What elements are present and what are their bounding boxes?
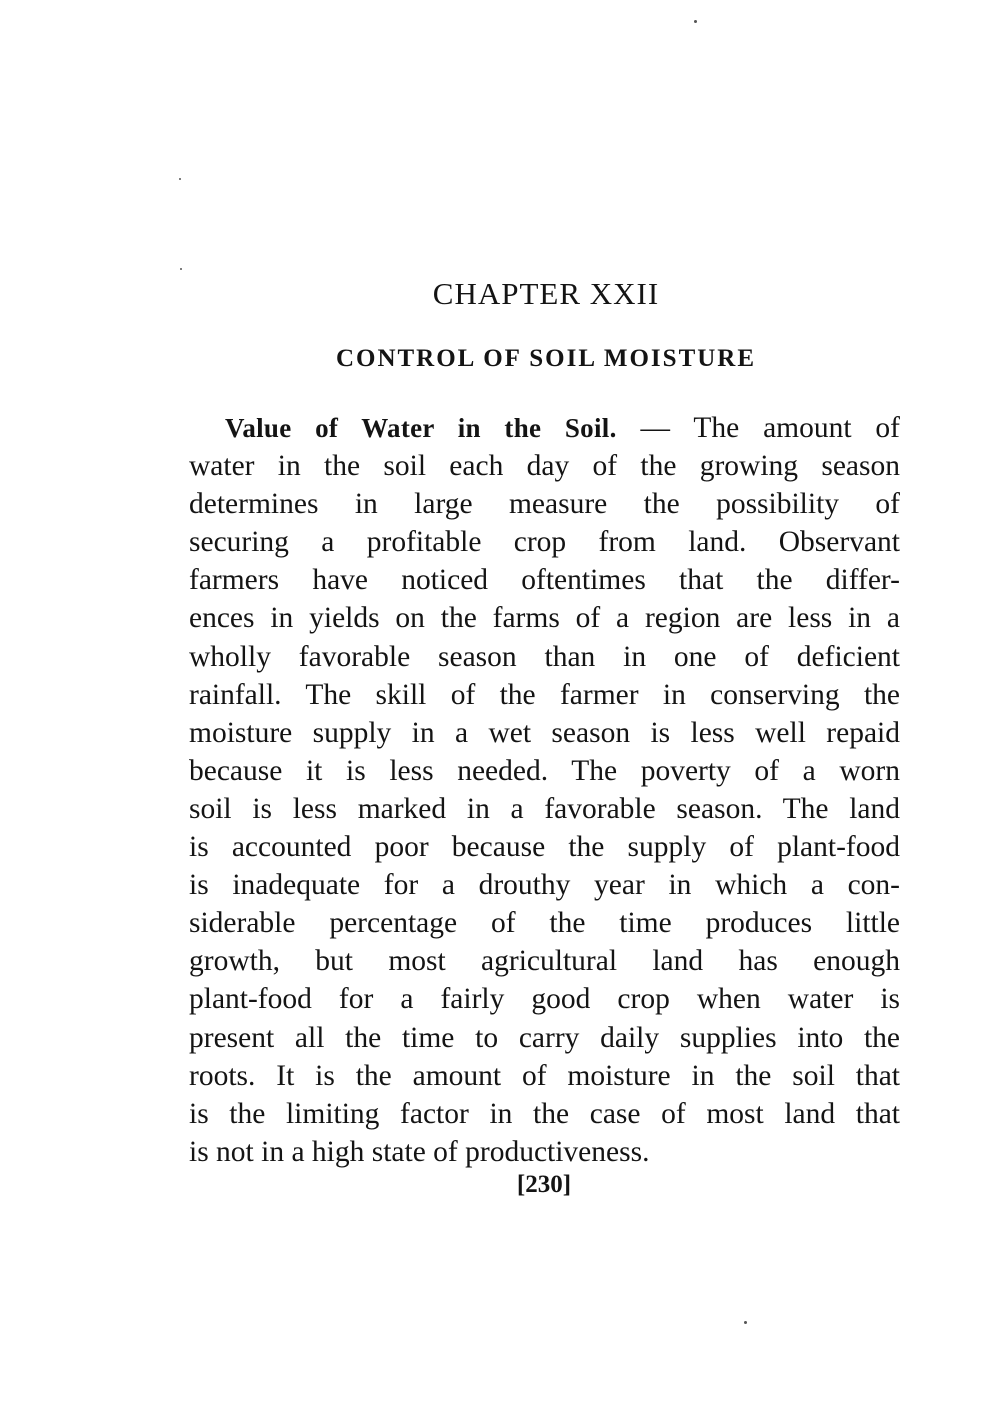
chapter-title: CHAPTER XXII — [432, 276, 660, 311]
section-title: CONTROL OF SOIL MOISTURE — [335, 345, 757, 372]
run-in-heading: Value of Water in the Soil. — [225, 413, 617, 443]
paragraph-line — [189, 409, 900, 447]
paragraph-line: is the limiting factor in the case of most land that — [189, 1097, 900, 1130]
paragraph-line: growth, but most agricultural land has enough — [189, 945, 900, 978]
paragraph-line: because it is less needed. The poverty of a worn — [189, 754, 900, 787]
paragraph-line-text: — The amount of — [616, 412, 901, 444]
paragraph-line: rainfall. The skill of the farmer in conserving the — [189, 678, 900, 711]
scan-speck — [694, 20, 697, 23]
paragraph-line: securing a profitable crop from land. Observant — [189, 526, 900, 559]
scan-speck — [180, 268, 182, 270]
paragraph-line: plant-food for a fairly good crop when water is — [189, 983, 900, 1016]
paragraph-line: moisture supply in a wet season is less well repaid — [189, 716, 900, 749]
paragraph-line: is accounted poor because the supply of plant-food — [189, 831, 900, 864]
paragraph-line: water in the soil each day of the growing season — [189, 450, 900, 483]
paragraph-line: determines in large measure the possibility of — [189, 488, 900, 521]
paragraph-line: soil is less marked in a favorable season. The land — [189, 792, 900, 825]
scan-speck — [744, 1321, 747, 1324]
paragraph-line: present all the time to carry daily supplies into the — [189, 1021, 900, 1054]
paragraph-line: is not in a high state of productiveness. — [189, 1135, 650, 1168]
paragraph-line: ences in yields on the farms of a region are less in a — [189, 602, 900, 635]
body-paragraph — [189, 409, 900, 1171]
paragraph-line: wholly favorable season than in one of deficient — [189, 640, 900, 673]
scan-speck — [179, 178, 181, 180]
paragraph-line: roots. It is the amount of moisture in the soil that — [189, 1059, 900, 1092]
paragraph-line: farmers have noticed oftentimes that the differ- — [189, 564, 900, 597]
page-number: [230] — [516, 1171, 572, 1198]
paragraph-line: siderable percentage of the time produces little — [189, 907, 900, 940]
paragraph-line: is inadequate for a drouthy year in which a con- — [189, 869, 900, 902]
